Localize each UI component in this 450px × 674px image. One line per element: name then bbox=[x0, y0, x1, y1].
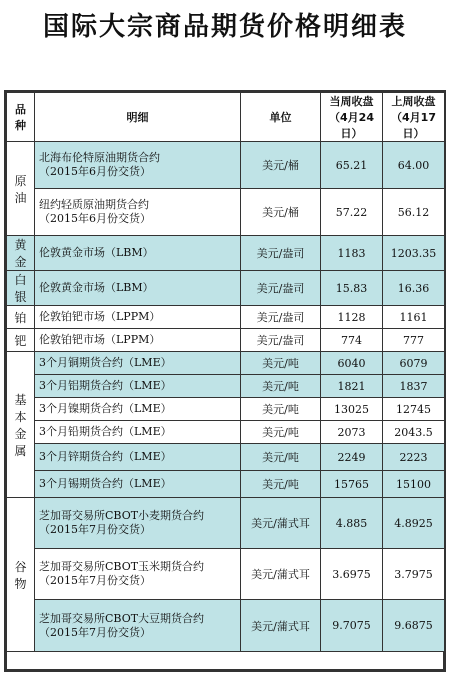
category-platinum: 铂 bbox=[7, 306, 35, 329]
category-palladium: 钯 bbox=[7, 329, 35, 352]
unit-cell: 美元/蒲式耳 bbox=[241, 498, 321, 549]
previous-cell: 1161 bbox=[383, 306, 445, 329]
category-line: 基本 bbox=[14, 392, 27, 424]
detail-cell: 3个月锌期货合约（LME） bbox=[35, 444, 241, 471]
detail-cell: 伦敦铂钯市场（LPPM） bbox=[35, 329, 241, 352]
previous-cell: 64.00 bbox=[383, 142, 445, 189]
detail-cell: 3个月镍期货合约（LME） bbox=[35, 398, 241, 421]
unit-cell: 美元/盎司 bbox=[241, 236, 321, 271]
header-current-line1: 当周收盘 bbox=[329, 95, 374, 108]
current-cell: 2073 bbox=[321, 421, 383, 444]
unit-cell: 美元/盎司 bbox=[241, 329, 321, 352]
previous-cell: 1837 bbox=[383, 375, 445, 398]
table-row bbox=[7, 421, 445, 444]
header-unit: 单位 bbox=[241, 93, 321, 142]
previous-cell: 12745 bbox=[383, 398, 445, 421]
previous-cell: 4.8925 bbox=[383, 498, 445, 549]
detail-line: 北海布伦特原油期货合约 bbox=[39, 151, 160, 164]
current-cell: 15765 bbox=[321, 471, 383, 498]
table-row bbox=[7, 549, 445, 600]
previous-cell: 56.12 bbox=[383, 189, 445, 236]
header-previous-line1: 上周收盘 bbox=[391, 95, 436, 108]
detail-cell: 3个月铜期货合约（LME） bbox=[35, 352, 241, 375]
detail-cell bbox=[35, 498, 241, 549]
unit-cell: 美元/吨 bbox=[241, 471, 321, 498]
category-grains: 谷物 bbox=[7, 498, 35, 652]
detail-line: （2015年6月份交货） bbox=[39, 165, 151, 178]
category-base-metals bbox=[7, 352, 35, 498]
header-previous-line2: （4月17日） bbox=[391, 111, 436, 140]
previous-cell: 1203.35 bbox=[383, 236, 445, 271]
detail-cell bbox=[35, 600, 241, 652]
current-cell: 9.7075 bbox=[321, 600, 383, 652]
table-row bbox=[7, 189, 445, 236]
detail-line: 芝加哥交易所CBOT玉米期货合约 bbox=[39, 560, 205, 573]
header-current-line2: （4月24日） bbox=[329, 111, 374, 140]
previous-cell: 15100 bbox=[383, 471, 445, 498]
table-row bbox=[7, 329, 445, 352]
table-row bbox=[7, 498, 445, 549]
current-cell: 774 bbox=[321, 329, 383, 352]
current-cell: 13025 bbox=[321, 398, 383, 421]
detail-cell: 伦敦铂钯市场（LPPM） bbox=[35, 306, 241, 329]
category-gold: 黄金 bbox=[7, 236, 35, 271]
current-cell: 3.6975 bbox=[321, 549, 383, 600]
category-silver: 白银 bbox=[7, 271, 35, 306]
detail-line: 芝加哥交易所CBOT大豆期货合约 bbox=[39, 611, 205, 625]
detail-line: （2015年7月份交货） bbox=[39, 574, 151, 587]
previous-cell: 2223 bbox=[383, 444, 445, 471]
previous-cell: 16.36 bbox=[383, 271, 445, 306]
unit-cell: 美元/桶 bbox=[241, 189, 321, 236]
category-crude: 原油 bbox=[7, 142, 35, 236]
header-current bbox=[321, 93, 383, 142]
table-row bbox=[7, 375, 445, 398]
header-detail: 明细 bbox=[35, 93, 241, 142]
unit-cell: 美元/蒲式耳 bbox=[241, 600, 321, 652]
category-line: 金属 bbox=[14, 426, 27, 458]
table-row bbox=[7, 236, 445, 271]
current-cell: 15.83 bbox=[321, 271, 383, 306]
current-cell: 57.22 bbox=[321, 189, 383, 236]
detail-cell: 伦敦黄金市场（LBM） bbox=[35, 271, 241, 306]
detail-line: 芝加哥交易所CBOT小麦期货合约 bbox=[39, 509, 205, 522]
detail-cell bbox=[35, 142, 241, 189]
unit-cell: 美元/盎司 bbox=[241, 271, 321, 306]
unit-cell: 美元/蒲式耳 bbox=[241, 549, 321, 600]
current-cell: 1183 bbox=[321, 236, 383, 271]
unit-cell: 美元/吨 bbox=[241, 421, 321, 444]
unit-cell: 美元/吨 bbox=[241, 398, 321, 421]
unit-cell: 美元/吨 bbox=[241, 444, 321, 471]
current-cell: 6040 bbox=[321, 352, 383, 375]
detail-line: （2015年7月份交货） bbox=[39, 523, 151, 536]
table-row bbox=[7, 352, 445, 375]
unit-cell: 美元/桶 bbox=[241, 142, 321, 189]
current-cell: 4.885 bbox=[321, 498, 383, 549]
table-row bbox=[7, 471, 445, 498]
table-row bbox=[7, 271, 445, 306]
unit-cell: 美元/吨 bbox=[241, 375, 321, 398]
header-previous bbox=[383, 93, 445, 142]
table-row bbox=[7, 306, 445, 329]
header-category: 品种 bbox=[7, 93, 35, 142]
page-title: 国际大宗商品期货价格明细表 bbox=[42, 12, 407, 42]
previous-cell: 2043.5 bbox=[383, 421, 445, 444]
unit-cell: 美元/吨 bbox=[241, 352, 321, 375]
detail-cell bbox=[35, 549, 241, 600]
current-cell: 2249 bbox=[321, 444, 383, 471]
detail-cell bbox=[35, 189, 241, 236]
current-cell: 1821 bbox=[321, 375, 383, 398]
detail-cell: 伦敦黄金市场（LBM） bbox=[35, 236, 241, 271]
header-row bbox=[7, 93, 445, 142]
table-row bbox=[7, 600, 445, 652]
detail-line: （2015年6月份交货） bbox=[39, 212, 151, 225]
previous-cell: 3.7975 bbox=[383, 549, 445, 600]
previous-cell: 777 bbox=[383, 329, 445, 352]
detail-line: 纽约轻质原油期货合约 bbox=[39, 198, 149, 211]
detail-cell: 3个月铝期货合约（LME） bbox=[35, 375, 241, 398]
unit-cell: 美元/盎司 bbox=[241, 306, 321, 329]
table-row bbox=[7, 398, 445, 421]
table-row bbox=[7, 142, 445, 189]
detail-cell: 3个月铅期货合约（LME） bbox=[35, 421, 241, 444]
previous-cell: 9.6875 bbox=[383, 600, 445, 652]
table-row bbox=[7, 444, 445, 471]
price-table bbox=[6, 92, 445, 652]
previous-cell: 6079 bbox=[383, 352, 445, 375]
current-cell: 65.21 bbox=[321, 142, 383, 189]
detail-cell: 3个月锡期货合约（LME） bbox=[35, 471, 241, 498]
current-cell: 1128 bbox=[321, 306, 383, 329]
detail-line: （2015年7月份交货） bbox=[39, 625, 151, 639]
